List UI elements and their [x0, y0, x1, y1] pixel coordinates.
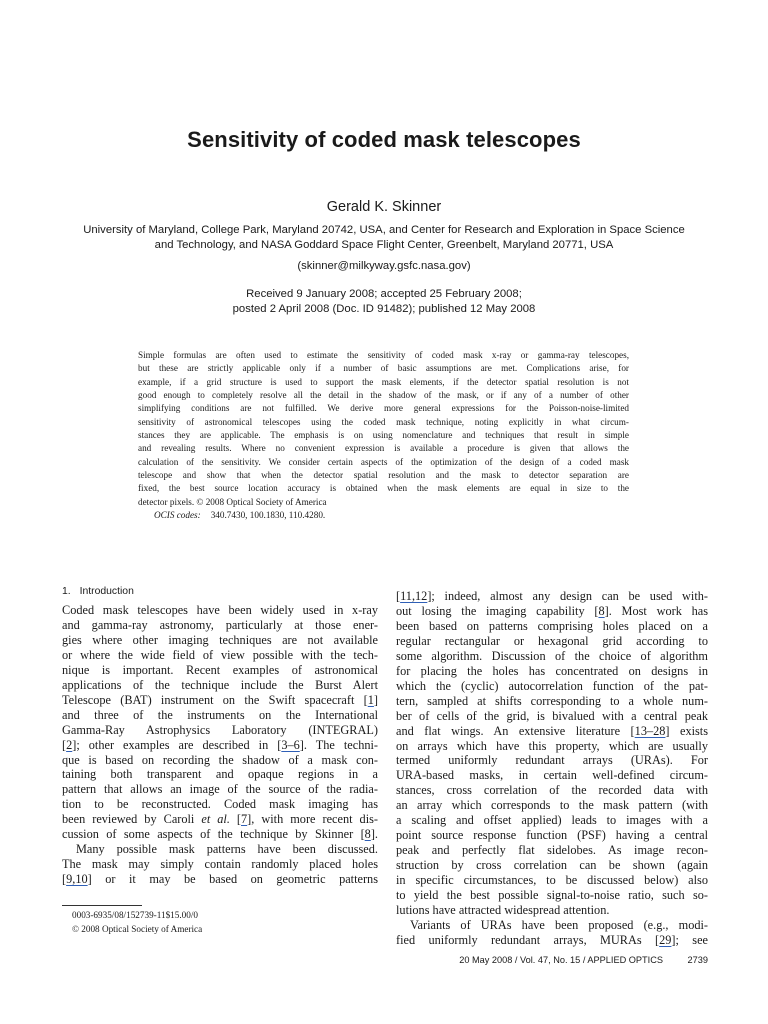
- text-fragment: ber of cells of the grid, is bivalued with a central peak: [396, 708, 708, 723]
- text-line: [62, 767, 378, 782]
- text-line: [396, 739, 708, 754]
- text-fragment: fied uniformly redundant arrays, MURAs [: [396, 932, 660, 947]
- text-fragment: stances, cross correlation of the recorded data with: [396, 783, 708, 798]
- abstract-line: calculation of the sensitivity. We consider certain aspects of the optimization of the design of a coded mask: [138, 456, 629, 467]
- text-fragment: [: [62, 872, 67, 887]
- text-fragment: taining both transparent and opaque regions in a: [62, 767, 378, 782]
- text-line: [62, 842, 378, 857]
- text-fragment: or where the wide field of view possible with the tech-: [62, 647, 378, 662]
- text-line: [396, 709, 708, 724]
- text-fragment: ]. Most work has: [604, 603, 708, 618]
- text-fragment: and flat wings. An extensive literature [: [396, 723, 635, 738]
- citation-link[interactable]: 9,10: [66, 872, 88, 887]
- text-fragment: ]; indeed, almost any design can be used with-: [427, 589, 708, 603]
- citation-link[interactable]: 2: [66, 737, 73, 752]
- text-fragment: Gamma-Ray Astrophysics Laboratory (INTEGRAL): [62, 722, 378, 737]
- text-line: [62, 693, 378, 708]
- text-line: [396, 783, 708, 798]
- abstract-line: example, if a grid structure is used to support the mask elements, if the detector spatial resolution is not: [138, 376, 629, 387]
- text-fragment: [: [396, 589, 401, 603]
- abstract-line: detector pixels. © 2008 Optical Society of America: [138, 496, 327, 507]
- text-fragment: some algorithm. Discussion of the choice of algorithm: [396, 648, 708, 663]
- text-line: [62, 857, 378, 872]
- text-fragment: Variants of URAs have been proposed (e.g., modi-: [410, 917, 708, 932]
- text-line: [62, 663, 378, 678]
- text-line: [62, 633, 378, 648]
- text-fragment: regular rectangular or hexagonal grid according to: [396, 633, 708, 648]
- text-fragment: and three of the instruments on the International: [62, 707, 378, 722]
- citation-link[interactable]: 8: [364, 827, 371, 842]
- text-fragment: ]; other examples are described in [: [72, 737, 282, 752]
- citation-link[interactable]: 11,12: [400, 589, 428, 603]
- text-line: [396, 813, 708, 828]
- text-line: [62, 648, 378, 663]
- text-fragment: lutions have attracted widespread attention.: [396, 903, 610, 918]
- text-fragment: nique is important. Recent examples of astronomical: [62, 662, 378, 677]
- text-fragment: Coded mask telescopes have been widely used in x-ray: [62, 603, 378, 617]
- abstract-line: Simple formulas are often used to estimate the sensitivity of coded mask x-ray or gamma-ray telescopes,: [138, 350, 629, 360]
- publication-dates: [0, 287, 768, 317]
- text-line: [396, 888, 708, 903]
- abstract-line: simplifying conditions are not fulfilled. We derive more general expressions for the Poisson-noise-limited: [138, 403, 629, 414]
- abstract-line: but these are strictly applicable only if a number of basic assumptions are met. Complications arise, for: [138, 363, 629, 374]
- citation-link[interactable]: 7: [241, 812, 248, 827]
- text-fragment: ] exists: [665, 723, 708, 738]
- text-line: [62, 678, 378, 693]
- text-line: [62, 827, 378, 842]
- footnote-line: 0003-6935/08/152739-11$15.00/0: [72, 910, 198, 920]
- paper-title: Sensitivity of coded mask telescopes: [187, 127, 581, 152]
- footnote-rule: [62, 905, 142, 906]
- text-fragment: struction by cross correlation can be shown (again: [396, 858, 708, 873]
- text-line: [396, 664, 708, 679]
- text-fragment: ]; see: [671, 932, 708, 947]
- text-fragment: cussion of some aspects of the technique by Skinner [: [62, 827, 365, 842]
- left-column-text: [62, 603, 378, 887]
- text-line: [396, 918, 708, 933]
- section-heading: [62, 586, 134, 597]
- text-fragment: ].: [370, 827, 378, 842]
- text-fragment: and gamma-ray astronomy, particularly at those ener-: [62, 617, 378, 632]
- text-fragment: que is based on recording the shadow of a mask con-: [62, 752, 378, 767]
- text-line: [396, 679, 708, 694]
- ocis-codes: [138, 509, 629, 522]
- page-footer: [459, 955, 708, 965]
- ocis-label: OCIS codes:: [154, 510, 201, 521]
- text-line: [62, 618, 378, 633]
- text-line: [396, 873, 708, 888]
- ocis-values: 340.7430, 100.1830, 110.4280.: [210, 510, 326, 521]
- text-line: [396, 589, 708, 604]
- text-fragment: in specific circumstances, to be discussed below) also: [396, 873, 708, 888]
- footnote-line: © 2008 Optical Society of America: [72, 924, 203, 934]
- abstract-line: fixed, the best source location accuracy is obtained when the mask elements are equal in size to the: [138, 483, 629, 494]
- text-fragment: ]. The techni-: [299, 737, 379, 752]
- text-line: [62, 738, 378, 753]
- dates-line: posted 2 April 2008 (Doc. ID 91482); published 12 May 2008: [232, 303, 536, 315]
- text-line: [396, 634, 708, 649]
- text-fragment: [: [229, 812, 242, 827]
- text-line: [396, 753, 708, 768]
- text-fragment: point source response function (PSF) having a central: [396, 828, 708, 843]
- emphasis-text: et al.: [201, 812, 230, 827]
- citation-link[interactable]: 29: [659, 932, 672, 947]
- text-fragment: to yield the best possible signal-to-noise ratio, such so-: [396, 888, 708, 903]
- text-line: [396, 694, 708, 709]
- section-title: Introduction: [79, 586, 134, 597]
- dates-line: Received 9 January 2008; accepted 25 February 2008;: [246, 288, 522, 300]
- text-fragment: applications of the technique include the Burst Alert: [62, 677, 378, 692]
- text-fragment: ]: [373, 692, 378, 707]
- text-fragment: ] or it may be based on geometric patterns: [87, 872, 378, 887]
- author-email: (skinner@milkyway.gsfc.nasa.gov): [297, 260, 471, 272]
- text-fragment: Many possible mask patterns have been discussed.: [76, 842, 378, 857]
- text-line: [396, 858, 708, 873]
- abstract-line: sensitivity of astronomical telescopes using the coded mask technique, noting explicitly in what circum-: [138, 416, 629, 427]
- text-line: [396, 724, 708, 739]
- right-column-text: [396, 589, 708, 948]
- text-line: [62, 708, 378, 723]
- text-line: [396, 798, 708, 813]
- author-name: Gerald K. Skinner: [326, 199, 442, 215]
- text-fragment: out losing the imaging capability [: [396, 603, 599, 618]
- text-line: [396, 604, 708, 619]
- citation-link[interactable]: 1: [367, 692, 374, 707]
- text-fragment: The mask may simply contain randomly placed holes: [62, 857, 378, 872]
- text-fragment: which the (cyclic) autocorrelation function of the pat-: [396, 678, 708, 693]
- text-line: [396, 828, 708, 843]
- text-line: [62, 797, 378, 812]
- text-fragment: tion to be reconstructed. Coded mask imaging has: [62, 797, 378, 812]
- text-fragment: been reviewed by Caroli: [62, 812, 202, 827]
- text-fragment: [: [62, 737, 67, 752]
- copyright-footnote: [72, 908, 202, 936]
- text-fragment: on arrays which have this property, which are usually: [396, 738, 708, 753]
- text-fragment: termed uniformly redundant arrays (URAs). For: [396, 753, 708, 768]
- page-number: 2739: [687, 955, 708, 965]
- abstract-line: stances they are applicable. The emphasis is on using nomenclature and techniques that result in simple: [138, 430, 629, 441]
- citation-link[interactable]: 3–6: [281, 737, 300, 752]
- abstract-line: telescope and show that when the detector spatial resolution and the mask to detector separation are: [138, 470, 629, 481]
- author-affiliation: [62, 223, 706, 253]
- abstract-line: good enough to completely resolve all the detail in the shadow of the mask, or if any of a number of other: [138, 390, 629, 401]
- abstract: [138, 349, 629, 522]
- text-line: [396, 768, 708, 783]
- section-number: 1.: [62, 586, 71, 597]
- text-line: [396, 933, 708, 948]
- text-fragment: ], with more recent dis-: [247, 812, 379, 827]
- text-line: [396, 843, 708, 858]
- affiliation-line: University of Maryland, College Park, Maryland 20742, USA, and Center for Research and Exploration in Space Science: [83, 224, 685, 236]
- text-fragment: an array which corresponds to the mask pattern (with: [396, 798, 708, 813]
- text-line: [62, 723, 378, 738]
- text-fragment: gies where other imaging techniques are not available: [62, 632, 378, 647]
- abstract-line: and revealing results. Where no convenient expression is available a procedure is given that allows the: [138, 443, 629, 454]
- text-fragment: a scaling and offset applied) leads to images with a: [396, 813, 708, 828]
- text-fragment: peak and perfectly flat sidelobes. As image recon-: [396, 843, 708, 858]
- text-fragment: URA-based masks, in certain well-defined circum-: [396, 768, 708, 783]
- text-line: [62, 603, 378, 618]
- text-fragment: tern, sampled at shifts corresponding to a whole num-: [396, 693, 708, 708]
- text-fragment: for placing the holes has concentrated on designs in: [396, 663, 708, 678]
- text-fragment: pattern that allows an image of the source of the radia-: [62, 782, 378, 797]
- affiliation-line: and Technology, and NASA Goddard Space Flight Center, Greenbelt, Maryland 20771, USA: [154, 239, 614, 251]
- citation-link[interactable]: 13–28: [634, 723, 666, 738]
- text-fragment: been based on patterns comprising holes placed on a: [396, 618, 708, 633]
- text-line: [396, 649, 708, 664]
- text-line: [62, 872, 378, 887]
- text-line: [62, 782, 378, 797]
- text-line: [396, 903, 708, 918]
- text-fragment: Telescope (BAT) instrument on the Swift spacecraft [: [62, 692, 368, 707]
- text-line: [396, 619, 708, 634]
- journal-citation: 20 May 2008 / Vol. 47, No. 15 / APPLIED OPTICS: [459, 955, 663, 965]
- text-line: [62, 753, 378, 768]
- text-line: [62, 812, 378, 827]
- citation-link[interactable]: 8: [598, 603, 605, 618]
